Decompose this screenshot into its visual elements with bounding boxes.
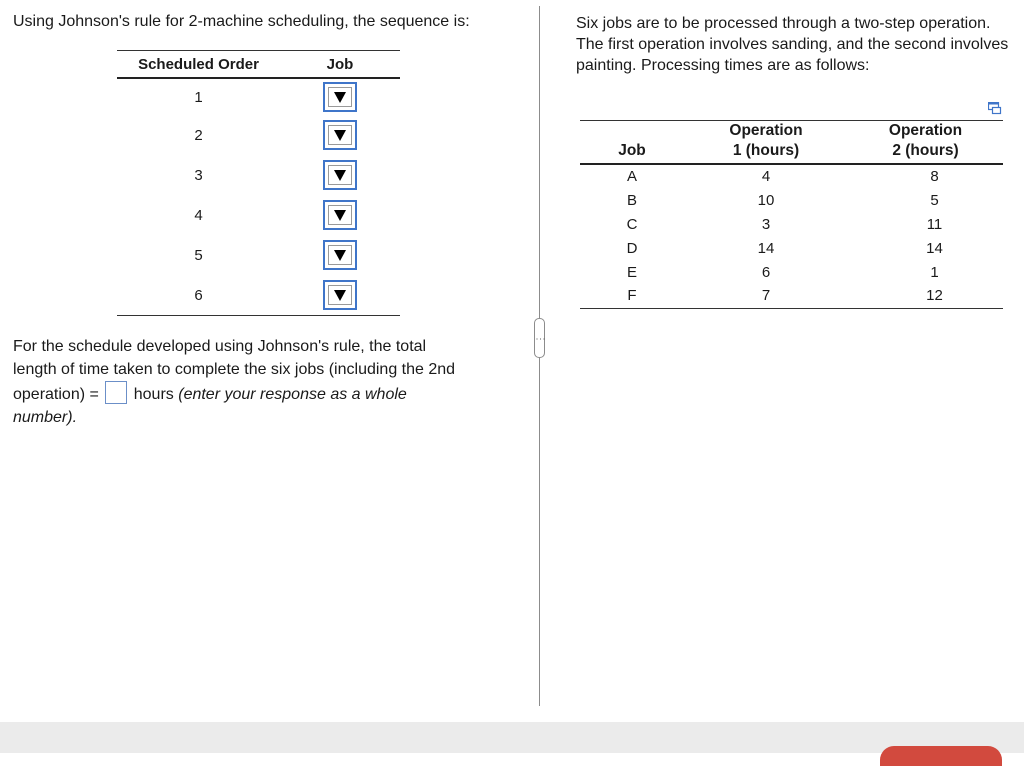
job-dropdown-6[interactable]: [323, 280, 357, 310]
sequence-row: [117, 115, 400, 155]
job-cell: F: [580, 284, 684, 308]
op1-cell: 6: [761, 263, 771, 281]
table-row: [580, 189, 1003, 213]
op2-cell: 1: [930, 263, 939, 281]
dropdown-arrow-icon: [334, 92, 346, 103]
op2-cell: 11: [926, 215, 943, 233]
order-number: 2: [194, 126, 203, 144]
order-number: 3: [194, 166, 203, 184]
total-time-question: [13, 335, 463, 429]
header-job: Job: [580, 121, 684, 165]
job-cell: A: [626, 168, 637, 186]
sequence-table: [117, 50, 400, 316]
order-number: 1: [194, 88, 203, 106]
table-row: [580, 164, 1003, 189]
op2-cell: 5: [930, 192, 939, 210]
header-operation-1: [684, 121, 848, 165]
op1-cell: 4: [761, 168, 771, 186]
total-time-prompt: For the schedule developed using Johnson's rule, the total length of time taken to complete the six jobs (including the 2nd operation) =: [13, 338, 456, 403]
footer-bar: [0, 722, 1024, 753]
response-hint: (enter your response as a whole number).: [13, 386, 407, 426]
job-cell: E: [626, 263, 637, 281]
dropdown-arrow-icon: [334, 210, 346, 221]
sequence-row: [117, 275, 400, 316]
drag-handle-icon[interactable]: ⋮: [534, 318, 545, 358]
op1-cell: 10: [757, 192, 775, 210]
header-operation-2: [848, 121, 1003, 165]
job-cell: B: [626, 192, 637, 210]
total-hours-input[interactable]: [105, 381, 127, 404]
dropdown-arrow-icon: [334, 170, 346, 181]
header-job: Job: [280, 51, 400, 79]
table-row: [580, 260, 1003, 284]
op1-cell: 3: [761, 215, 771, 233]
job-dropdown-4[interactable]: [323, 200, 357, 230]
copy-table-icon[interactable]: [988, 102, 1002, 115]
dropdown-arrow-icon: [334, 250, 346, 261]
table-row: [580, 284, 1003, 308]
order-number: 6: [117, 275, 280, 316]
op1-cell: 7: [684, 284, 848, 308]
footer-action-button[interactable]: [880, 746, 1002, 766]
job-cell: D: [626, 239, 638, 257]
sequence-row: [117, 78, 400, 115]
processing-times-table: [580, 120, 1003, 309]
header-operation-1-line2: 1 (hours): [732, 142, 800, 159]
sequence-row: [117, 235, 400, 275]
table-row: [580, 213, 1003, 237]
job-dropdown-5[interactable]: [323, 240, 357, 270]
sequence-row: [117, 155, 400, 195]
job-dropdown-3[interactable]: [323, 160, 357, 190]
dropdown-arrow-icon: [334, 290, 346, 301]
header-operation-1-line1: Operation: [729, 122, 803, 139]
order-number: 5: [194, 246, 203, 264]
header-operation-2-line2: 2 (hours): [892, 142, 959, 159]
sequence-row: [117, 195, 400, 235]
right-pane: [542, 0, 1024, 720]
problem-intro: Six jobs are to be processed through a two-step operation. The first operation involves sanding, and the second involves painting. Processing times are as follows:: [576, 15, 1009, 74]
job-dropdown-1[interactable]: [323, 82, 357, 112]
job-dropdown-2[interactable]: [323, 120, 357, 150]
op2-cell: 14: [926, 239, 943, 257]
table-row: [580, 236, 1003, 260]
header-operation-2-line1: Operation: [888, 122, 963, 139]
op1-cell: 14: [757, 239, 775, 257]
op2-cell: 8: [930, 168, 939, 186]
job-cell: C: [626, 215, 638, 233]
op2-cell: 12: [848, 284, 1003, 308]
dropdown-arrow-icon: [334, 130, 346, 141]
sequence-question: Using Johnson's rule for 2-machine scheduling, the sequence is:: [13, 13, 470, 30]
order-number: 4: [194, 206, 203, 224]
left-pane: [0, 0, 538, 720]
hours-unit: hours: [133, 386, 174, 403]
header-scheduled-order: Scheduled Order: [117, 51, 280, 79]
